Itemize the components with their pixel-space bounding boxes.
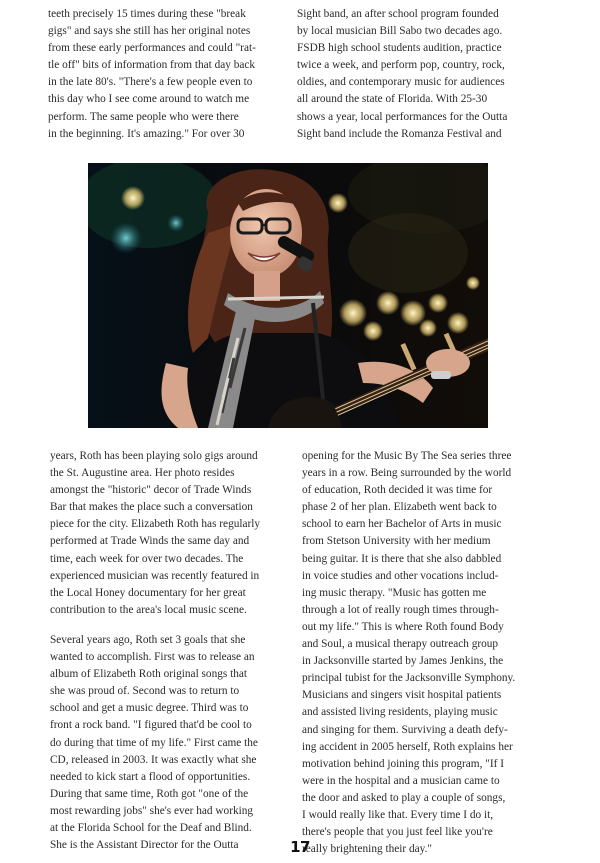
text-line: ing accident in 2005 herself, Roth explains her	[302, 740, 513, 753]
paragraph-gap	[50, 619, 290, 632]
text-line: do during that time of my life." First came the	[50, 736, 258, 749]
text-line: teeth precisely 15 times during these "break	[48, 8, 246, 20]
text-line: CD, released in 2003. It was exactly what she	[50, 753, 257, 766]
text-line: opening for the Music By The Sea series three	[302, 450, 512, 462]
article-column-bottom-right	[302, 448, 542, 858]
text-line: the Local Honey documentary for her great	[50, 586, 246, 599]
text-line: she was proud of. Second was to return to	[50, 685, 240, 698]
performer-photo-illustration	[88, 163, 488, 428]
text-line: perform. The same people who were there	[48, 110, 239, 123]
text-line: During that same time, Roth got "one of the	[50, 787, 249, 800]
text-line: Sight band include the Romanza Festival and	[297, 127, 502, 140]
text-line: and singing for them. Surviving a death defy-	[302, 723, 508, 736]
text-line: by local musician Bill Sabo two decades ago.	[297, 25, 503, 38]
text-line: FSDB high school students audition, practice	[297, 42, 502, 55]
text-line: and Soul, a musical therapy outreach group	[302, 638, 499, 651]
article-column-top-right	[297, 6, 537, 143]
text-line: wanted to accomplish. First was to release an	[50, 651, 255, 664]
text-line: oldies, and contemporary music for audiences	[297, 76, 505, 89]
text-line: twice a week, and perform pop, country, rock,	[297, 59, 505, 72]
performer-photo	[88, 163, 488, 428]
text-line: Bar that makes the place such a conversation	[50, 501, 253, 514]
article-column-top-left	[48, 6, 288, 143]
text-line: contribution to the area's local music scene.	[50, 603, 247, 616]
text-line: out my life." This is where Roth found Body	[302, 620, 504, 633]
text-line: phase 2 of her plan. Elizabeth went back to	[302, 501, 497, 514]
text-line: through a lot of really rough times through-	[302, 603, 499, 616]
text-line: Several years ago, Roth set 3 goals that she	[50, 633, 246, 646]
text-line: in Jacksonville started by James Jenkins, the	[302, 655, 504, 668]
text-line: principal tubist for the Jacksonville Symphony.	[302, 672, 516, 685]
text-line: shows a year, local performances for the Outta	[297, 110, 508, 123]
text-line: there's people that you just feel like you're	[302, 826, 493, 839]
text-line: most rewarding jobs" she's ever had working	[50, 804, 254, 817]
text-line: years in a row. Being surrounded by the world	[302, 467, 512, 480]
text-line: front a rock band. "I figured that'd be cool to	[50, 719, 252, 732]
text-line: in voice studies and other vocations includ-	[302, 569, 499, 582]
text-line: in the late 80's. "There's a few people even to	[48, 76, 253, 89]
text-line: amongst the "historic" decor of Trade Winds	[50, 484, 252, 497]
text-line: tle off" bits of information from that day back	[48, 59, 256, 72]
text-line: all around the state of Florida. With 25-30	[297, 93, 488, 106]
text-line: this day who I see come around to watch me	[48, 93, 250, 106]
page-number: 17	[290, 838, 310, 856]
text-line: in the beginning. It's amazing." For over 30	[48, 127, 245, 140]
text-line: performed at Trade Winds the same day and	[50, 535, 250, 548]
text-line: Musicians and singers visit hospital patients	[302, 689, 502, 702]
text-line: ing music therapy. "Music has gotten me	[302, 586, 487, 599]
text-line: at the Florida School for the Deaf and Blind.	[50, 821, 252, 834]
text-line: and assisted living residents, playing music	[302, 706, 498, 719]
text-line: the St. Augustine area. Her photo resides	[50, 467, 235, 480]
text-line: needed to kick start a flood of opportunities.	[50, 770, 251, 783]
text-line: I would really like that. Every time I do it,	[302, 808, 494, 821]
text-line: She is the Assistant Director for the Outta	[50, 839, 239, 852]
article-column-bottom-left	[50, 448, 290, 854]
text-line: from Stetson University with her medium	[302, 535, 491, 548]
text-line: being guitar. It is there that she also dabbled	[302, 552, 502, 565]
text-line: experienced musician was recently featured in	[50, 569, 260, 582]
text-line: piece for the city. Elizabeth Roth has regularly	[50, 518, 261, 531]
text-line: school and get a music degree. Third was to	[50, 702, 249, 715]
text-line: from these early performances and could "rat-	[48, 42, 256, 55]
text-line: gigs" and says she still has her original notes	[48, 25, 251, 38]
text-line: motivation behind joining this program, "If I	[302, 757, 504, 770]
text-line: years, Roth has been playing solo gigs around	[50, 450, 258, 462]
text-line: school to earn her Bachelor of Arts in music	[302, 518, 502, 531]
text-line: album of Elizabeth Roth original songs that	[50, 668, 248, 681]
text-line: of education, Roth decided it was time for	[302, 484, 493, 497]
text-line: were in the hospital and a musician came to	[302, 774, 500, 787]
text-line: the door and asked to play a couple of songs,	[302, 791, 506, 804]
text-line: Sight band, an after school program founded	[297, 8, 499, 20]
text-line: time, each week for over two decades. The	[50, 552, 244, 565]
text-line: really brightening their day."	[302, 843, 432, 856]
